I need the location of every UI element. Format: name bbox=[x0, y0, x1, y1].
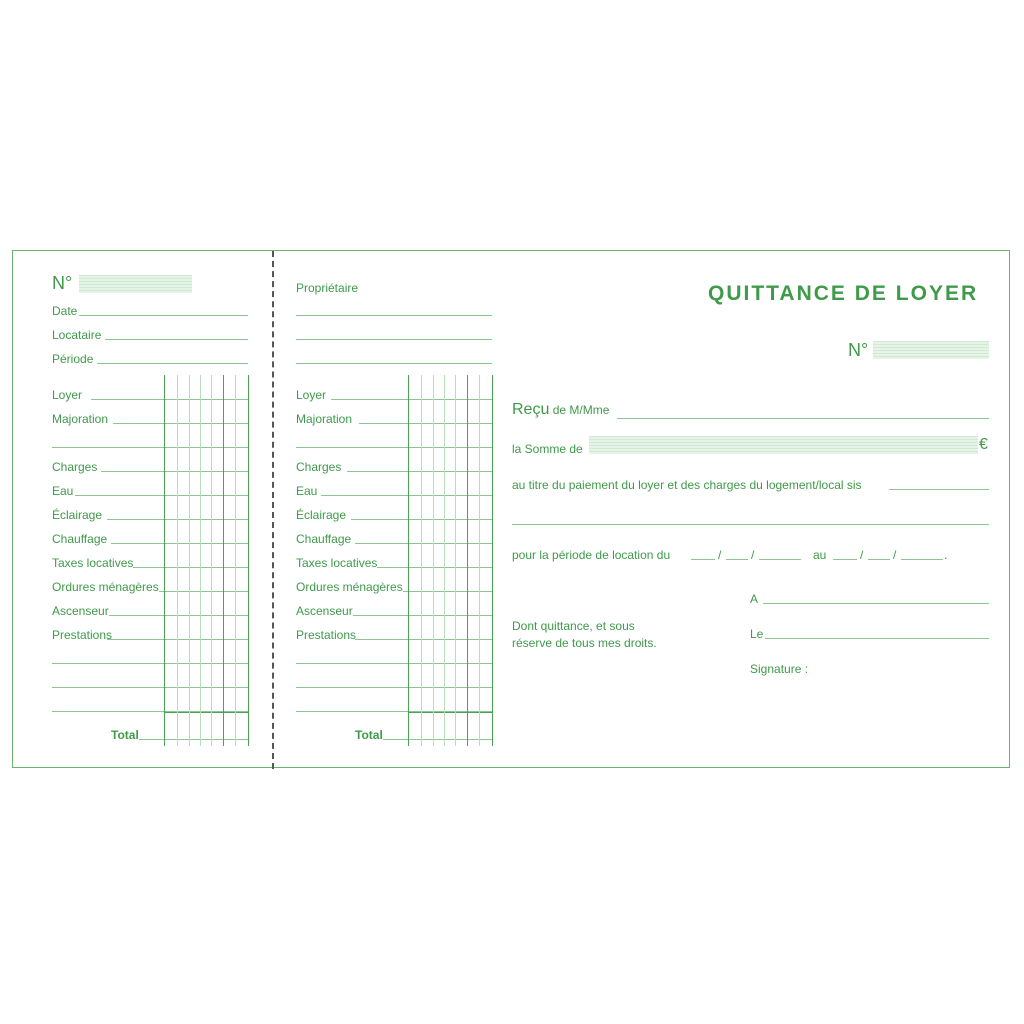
period-end-year-field[interactable] bbox=[901, 559, 943, 560]
le-field[interactable] bbox=[765, 638, 989, 639]
receipt-numero-field[interactable] bbox=[873, 341, 989, 359]
row-label: Loyer bbox=[52, 388, 83, 402]
period-end-dot: . bbox=[944, 548, 948, 562]
row-label: Majoration bbox=[296, 412, 353, 426]
row-label: Ordures ménagères bbox=[52, 580, 159, 594]
middle-total-label: Total bbox=[355, 728, 383, 742]
recu-rest: de M/Mme bbox=[552, 403, 610, 417]
stub-total-label: Total bbox=[111, 728, 139, 742]
date-separator: / bbox=[860, 548, 864, 562]
row-label: Eau bbox=[296, 484, 318, 498]
period-start-year-field[interactable] bbox=[759, 559, 801, 560]
recu-name-field[interactable] bbox=[617, 418, 989, 419]
row-label: Prestations bbox=[52, 628, 113, 642]
date-separator: / bbox=[751, 548, 755, 562]
row-label: Ascenseur bbox=[296, 604, 353, 618]
somme-field[interactable] bbox=[589, 436, 978, 454]
period-end-month-field[interactable] bbox=[868, 559, 890, 560]
row-label: Éclairage bbox=[52, 508, 103, 522]
receipt-section bbox=[13, 251, 1009, 769]
row-label: Ordures ménagères bbox=[296, 580, 403, 594]
signature-label: Signature : bbox=[750, 662, 809, 676]
recu-big: Reçu bbox=[512, 401, 550, 418]
stub-periode-label: Période bbox=[52, 352, 94, 366]
stub-locataire-label: Locataire bbox=[52, 328, 102, 342]
row-label: Chauffage bbox=[52, 532, 108, 546]
periode-label: pour la période de location du bbox=[512, 548, 671, 562]
receipt-numero-label: N° bbox=[848, 340, 869, 360]
proprietaire-label: Propriétaire bbox=[296, 281, 359, 295]
stub-date-label: Date bbox=[52, 304, 78, 318]
period-start-day-field[interactable] bbox=[691, 559, 715, 560]
row-label: Charges bbox=[52, 460, 98, 474]
a-field[interactable] bbox=[763, 603, 989, 604]
row-label: Ascenseur bbox=[52, 604, 109, 618]
row-label: Charges bbox=[296, 460, 342, 474]
date-separator: / bbox=[893, 548, 897, 562]
row-label: Chauffage bbox=[296, 532, 352, 546]
au-label: au bbox=[813, 548, 827, 562]
quittance-line-1: Dont quittance, et sous bbox=[512, 619, 635, 633]
a-label: A bbox=[750, 592, 759, 606]
row-label: Éclairage bbox=[296, 508, 347, 522]
recu-label bbox=[512, 403, 609, 417]
row-label: Taxes locatives bbox=[52, 556, 134, 570]
le-label: Le bbox=[750, 627, 764, 641]
currency-symbol: € bbox=[979, 436, 988, 453]
row-label: Majoration bbox=[52, 412, 109, 426]
date-separator: / bbox=[718, 548, 722, 562]
titre-label: au titre du paiement du loyer et des charges du logement/local sis bbox=[512, 478, 862, 492]
address-field-1[interactable] bbox=[889, 489, 989, 490]
row-label: Loyer bbox=[296, 388, 327, 402]
row-label: Taxes locatives bbox=[296, 556, 378, 570]
stub-numero-label: N° bbox=[52, 273, 73, 293]
quittance-line-2: réserve de tous mes droits. bbox=[512, 636, 657, 650]
address-field-2[interactable] bbox=[512, 524, 989, 525]
period-start-month-field[interactable] bbox=[726, 559, 748, 560]
rent-receipt-form bbox=[12, 250, 1010, 768]
somme-label: la Somme de bbox=[512, 442, 583, 456]
row-label: Eau bbox=[52, 484, 74, 498]
row-label: Prestations bbox=[296, 628, 357, 642]
period-end-day-field[interactable] bbox=[833, 559, 857, 560]
receipt-title: QUITTANCE DE LOYER bbox=[708, 282, 979, 305]
